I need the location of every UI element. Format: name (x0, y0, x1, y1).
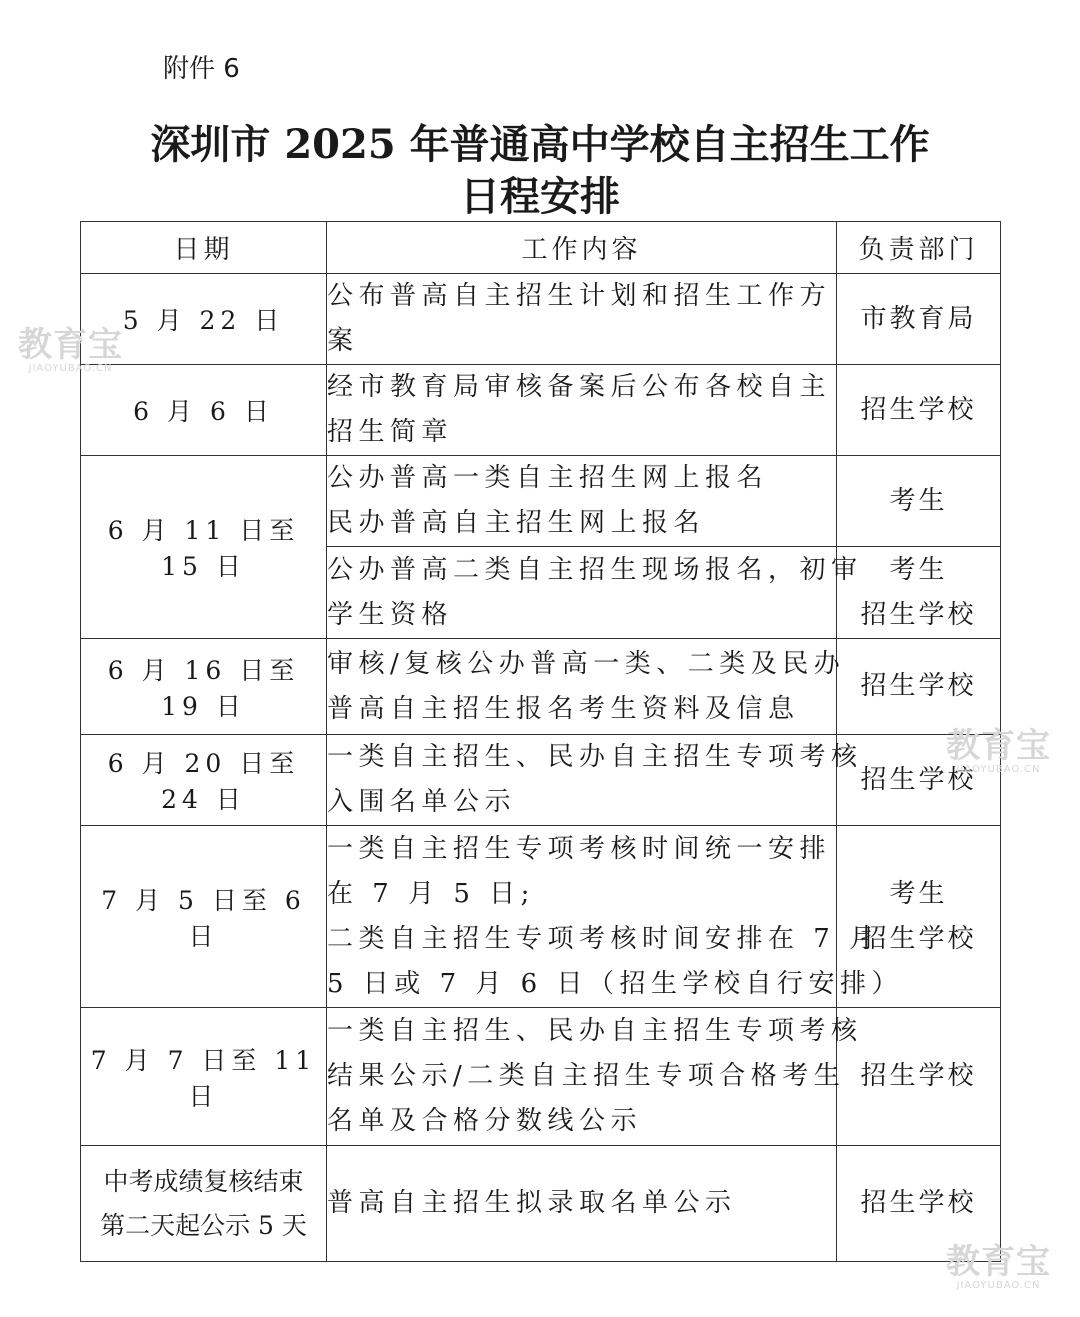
content-line: 公办普高一类自主招生网上报名 (327, 463, 769, 493)
table-row (81, 1008, 1001, 1146)
watermark-url: JIAOYUBAO.CN (956, 1280, 1041, 1291)
content-cell (327, 1008, 863, 1146)
date-cell: 6 月 20 日至 24 日 (81, 735, 327, 826)
content-line: 一类自主招生专项考核时间统一安排 (327, 833, 832, 864)
watermark-logo: 教育宝 (18, 325, 123, 365)
dept-line: 招生学校 (860, 764, 977, 795)
content-line: 名单及合格分数线公示 (327, 1106, 643, 1136)
watermark-logo: 教育宝 (946, 726, 1051, 766)
schedule-table (80, 221, 1001, 1262)
table-header-row (81, 222, 1001, 274)
dept-cell (837, 274, 1001, 365)
content-line: 普高自主招生报名考生资料及信息 (327, 693, 800, 724)
content-line: 公办普高二类自主招生现场报名，初审 (327, 554, 863, 585)
watermark (946, 728, 1051, 775)
document-title-line2: 日程安排 (460, 173, 620, 220)
table-row (81, 365, 1001, 456)
content-line: 一类自主招生、民办自主招生专项考核 (327, 742, 863, 772)
dept-cell (837, 639, 1001, 735)
date-line: 第二天起公示 5 天 (100, 1210, 307, 1240)
date-cell: 7 月 5 日至 6 日 (81, 826, 327, 1008)
content-cell (327, 365, 837, 456)
dept-line: 考生 (889, 878, 948, 909)
content-line: 结果公示/二类自主招生专项合格考生 (327, 1061, 846, 1091)
attachment-label: 附件 6 (163, 54, 240, 84)
content-line: 二类自主招生专项考核时间安排在 7 月 (327, 923, 881, 954)
date-cell: 5 月 22 日 (81, 274, 327, 365)
content-line: 在 7 月 5 日; (327, 878, 535, 909)
content-line: 审核/复核公办普高一类、二类及民办 (327, 648, 846, 679)
content-cell (327, 735, 863, 826)
content-cell (327, 826, 903, 1008)
dept-line: 考生 (889, 485, 948, 516)
date-line: 中考成绩复核结束 (103, 1166, 304, 1196)
table-row (81, 1146, 1001, 1262)
watermark (946, 1244, 1051, 1291)
content-cell (327, 639, 846, 735)
content-cell (327, 274, 837, 365)
document-title-line1: 深圳市 2025 年普通高中学校自主招生工作 (150, 121, 930, 168)
watermark (18, 327, 123, 374)
content-line: 民办普高自主招生网上报名 (327, 508, 706, 538)
content-line: 招生简章 (327, 417, 454, 447)
date-cell (81, 1146, 327, 1262)
content-cell (327, 547, 863, 639)
table-row (81, 735, 1001, 826)
content-line: 普高自主招生拟录取名单公示 (327, 1188, 737, 1218)
content-line: 公布普高自主招生计划和招生工作方 (327, 281, 832, 311)
content-line: 案 (327, 326, 359, 356)
watermark-url: JIAOYUBAO.CN (956, 764, 1041, 775)
table-row (81, 826, 1001, 1008)
table-row (81, 274, 1001, 365)
date-cell: 6 月 11 日至 15 日 (81, 456, 327, 639)
header-dept: 负责部门 (837, 222, 1001, 274)
date-cell: 6 月 16 日至 19 日 (81, 639, 327, 735)
dept-line: 招生学校 (860, 671, 977, 701)
date-cell: 6 月 6 日 (81, 365, 327, 456)
dept-line: 招生学校 (860, 394, 977, 425)
table-row (81, 639, 1001, 735)
dept-line: 招生学校 (860, 1061, 977, 1091)
content-line: 入围名单公示 (327, 787, 517, 817)
content-line: 经市教育局审核备案后公布各校自主 (327, 372, 832, 402)
date-cell: 7 月 7 日至 11 日 (81, 1008, 327, 1146)
dept-line: 招生学校 (860, 923, 977, 954)
dept-cell (837, 365, 1001, 456)
content-cell (327, 456, 837, 547)
dept-line: 招生学校 (860, 1188, 977, 1218)
content-cell (327, 1146, 837, 1262)
dept-cell (837, 456, 1001, 547)
watermark-url: JIAOYUBAO.CN (28, 363, 113, 374)
content-line: 一类自主招生、民办自主招生专项考核 (327, 1016, 863, 1046)
watermark-logo: 教育宝 (946, 1242, 1051, 1282)
header-content: 工作内容 (327, 222, 837, 274)
dept-line: 招生学校 (860, 599, 977, 630)
table-row (81, 456, 1001, 547)
content-line: 5 日或 7 月 6 日（招生学校自行安排） (327, 968, 903, 999)
dept-line: 市教育局 (860, 303, 977, 334)
dept-line: 考生 (889, 554, 948, 585)
content-line: 学生资格 (327, 599, 454, 630)
header-date: 日期 (81, 222, 327, 274)
